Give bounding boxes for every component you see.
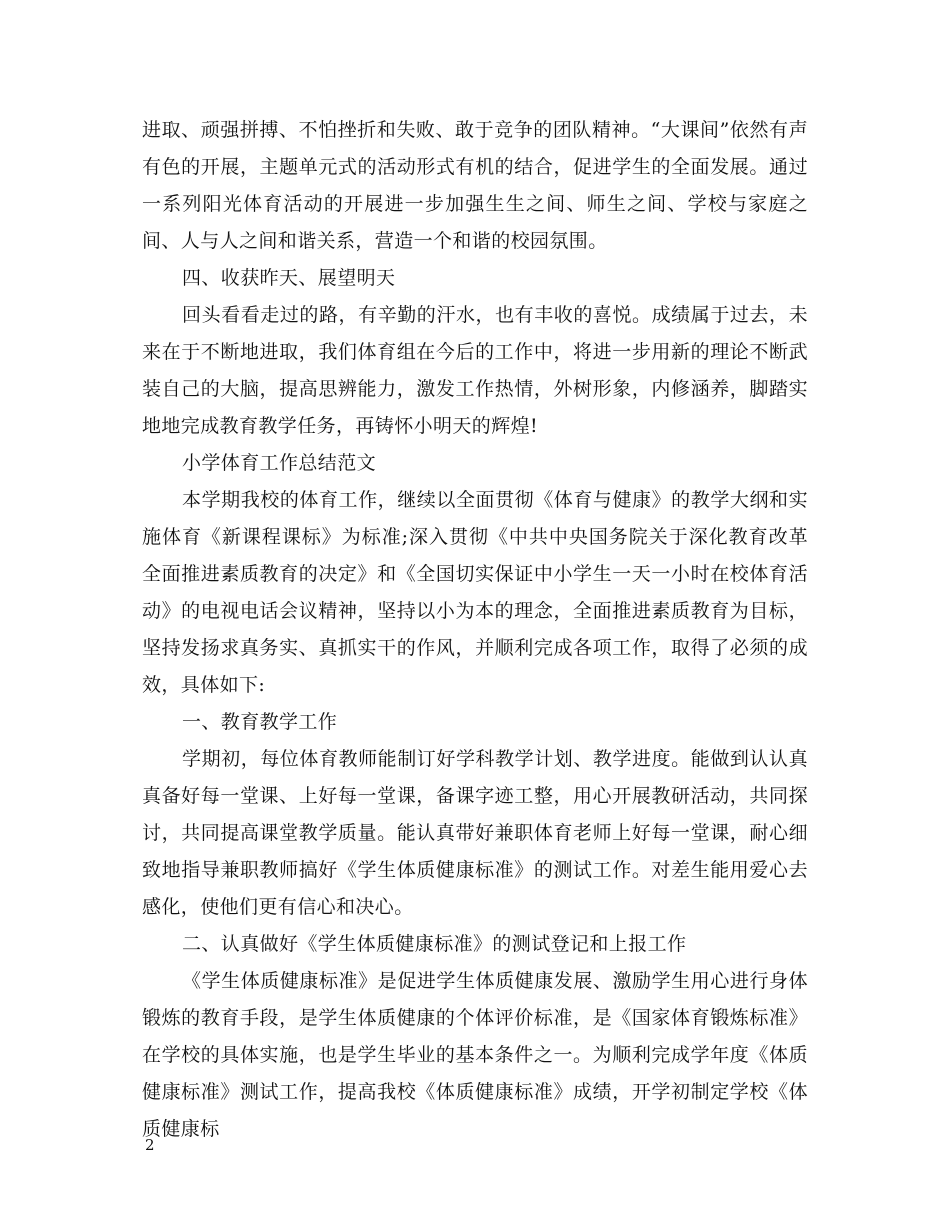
document-title: 小学体育工作总结范文 bbox=[182, 452, 377, 474]
section-heading-four: 四、收获昨天、展望明天 bbox=[182, 267, 396, 289]
paragraph: 回头看看走过的路，有辛勤的汗水，也有丰收的喜悦。成绩属于过去，未来在于不断地进取，我们体育组在今后的工作中，将进一步用新的理论不断武装自己的大脑，提高思辨能力，激发工作热情，外树形象，内修涵养，脚踏实地地完成教育教学任务，再铸怀小明天的辉煌! bbox=[142, 304, 808, 437]
paragraph: 本学期我校的体育工作，继续以全面贯彻《体育与健康》的教学大纲和实施体育《新课程课标》为标准;深入贯彻《中共中央国务院关于深化教育改革全面推进素质教育的决定》和《全国切实保证中小学生一天一小时在校体育活动》的电视电话会议精神，坚持以小为本的理念，全面推进素质教育为目标，坚持发扬求真务实、真抓实干的作风，并顺利完成各项工作，取得了必须的成效，具体如下: bbox=[142, 489, 808, 696]
page-number: 2 bbox=[145, 1136, 155, 1154]
paragraph: 学期初，每位体育教师能制订好学科教学计划、教学进度。能做到认认真真备好每一堂课、上好每一堂课，备课字迹工整，用心开展教研活动，共同探讨，共同提高课堂教学质量。能认真带好兼职体育老师上好每一堂课，耐心细致地指导兼职教师搞好《学生体质健康标准》的测试工作。对差生能用爱心去感化，使他们更有信心和决心。 bbox=[142, 748, 808, 918]
section-heading-two: 二、认真做好《学生体质健康标准》的测试登记和上报工作 bbox=[182, 933, 687, 955]
section-heading-one: 一、教育教学工作 bbox=[182, 711, 338, 733]
paragraph: 《学生体质健康标准》是促进学生体质健康发展、激励学生用心进行身体锻炼的教育手段，是学生体质健康的个体评价标准，是《国家体育锻炼标准》在学校的具体实施，也是学生毕业的基本条件之一。为顺利完成学年度《体质健康标准》测试工作，提高我校《体质健康标准》成绩，开学初制定学校《体质健康标 bbox=[142, 970, 808, 1140]
document-body bbox=[142, 112, 808, 1148]
paragraph-continuation: 进取、顽强拼搏、不怕挫折和失败、敢于竞争的团队精神。“大课间”依然有声有色的开展，主题单元式的活动形式有机的结合，促进学生的全面发展。通过一系列阳光体育活动的开展进一步加强生生之间、师生之间、学校与家庭之间、人与人之间和谐关系，营造一个和谐的校园氛围。 bbox=[142, 119, 808, 252]
